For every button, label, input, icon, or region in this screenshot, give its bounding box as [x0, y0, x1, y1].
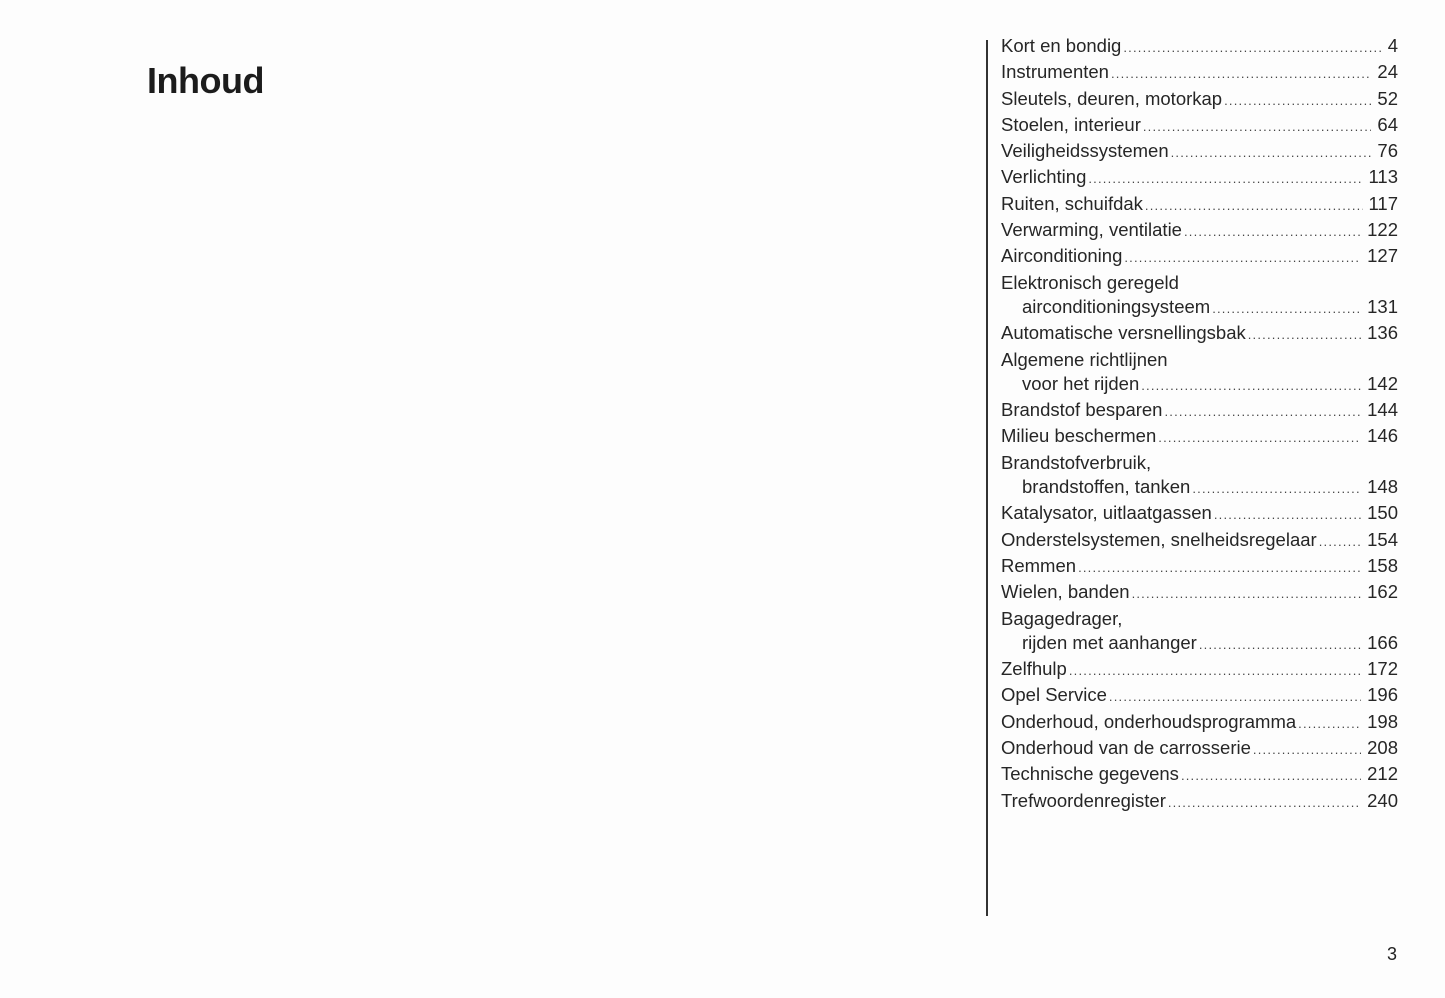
toc-entry-line: [1001, 165, 1398, 191]
toc-entry-first-line: [1001, 607, 1398, 631]
toc-entry-title: Airconditioning: [1001, 245, 1123, 267]
toc-leader-dots: [1253, 738, 1361, 762]
toc-leader-dots: [1088, 167, 1362, 191]
toc-entry-page: 166: [1367, 631, 1398, 653]
toc-entry-title: Brandstof besparen: [1001, 399, 1163, 421]
toc-leader-dots: [1078, 556, 1361, 580]
toc-entry-title: Trefwoordenregister: [1001, 789, 1166, 811]
toc-entry[interactable]: [1001, 113, 1398, 139]
toc-entry-page: 158: [1367, 554, 1398, 576]
toc-entry-title: Stoelen, interieur: [1001, 113, 1141, 135]
toc-entry[interactable]: [1001, 580, 1398, 606]
toc-entry-page: 212: [1367, 763, 1398, 785]
toc-leader-dots: [1164, 400, 1361, 424]
toc-leader-dots: [1123, 36, 1381, 60]
toc-entry-page: 208: [1367, 737, 1398, 759]
toc-entry-page: 148: [1367, 476, 1398, 498]
toc-entry-first-line: [1001, 348, 1398, 372]
toc-entry-title: Kort en bondig: [1001, 35, 1122, 56]
toc-entry-page: 113: [1368, 166, 1398, 188]
toc-entry-heading: Bagagedrager,: [1001, 607, 1123, 629]
toc-entry[interactable]: [1001, 271, 1398, 322]
toc-leader-dots: [1171, 141, 1372, 165]
toc-entry-title: Opel Service: [1001, 684, 1107, 706]
toc-entry[interactable]: [1001, 762, 1398, 788]
toc-entry-page: 136: [1367, 322, 1398, 344]
toc-entry-page: 146: [1367, 425, 1398, 447]
toc-entry-line: [1001, 554, 1398, 580]
toc-leader-dots: [1111, 62, 1371, 86]
toc-leader-dots: [1168, 791, 1361, 815]
page-number: 3: [1387, 944, 1398, 964]
toc-entry[interactable]: [1001, 736, 1398, 762]
toc-entry-title: Sleutels, deuren, motorkap: [1001, 87, 1223, 109]
toc-leader-dots: [1141, 374, 1361, 398]
toc-entry[interactable]: [1001, 657, 1398, 683]
toc-entry-title: Verwarming, ventilatie: [1001, 219, 1182, 241]
toc-entry-page: 172: [1367, 658, 1398, 680]
toc-entry-title: voor het rijden: [1022, 372, 1140, 394]
toc-entry-page: 122: [1367, 219, 1398, 241]
toc-entry-page: 117: [1368, 192, 1398, 214]
toc-entry-page: 64: [1377, 113, 1398, 135]
toc-entry-page: 4: [1387, 35, 1398, 56]
toc-entry-title: Verlichting: [1001, 166, 1087, 188]
toc-entry-page: 144: [1367, 399, 1398, 421]
toc-entry[interactable]: [1001, 321, 1398, 347]
toc-leader-dots: [1319, 530, 1361, 554]
toc-entry-line: [1001, 475, 1398, 501]
toc-entry-title: Automatische versnellingsbak: [1001, 322, 1246, 344]
toc-entry[interactable]: [1001, 554, 1398, 580]
toc-entry-line: [1001, 295, 1398, 321]
column-divider: [986, 40, 988, 916]
toc-entry-line: [1001, 789, 1398, 815]
toc-leader-dots: [1069, 659, 1361, 683]
toc-entry-page: 198: [1367, 710, 1398, 732]
toc-entry-heading: Brandstofverbruik,: [1001, 451, 1152, 473]
toc-entry[interactable]: [1001, 528, 1398, 554]
toc-entry-line: [1001, 528, 1398, 554]
toc-entry[interactable]: [1001, 789, 1398, 815]
toc-entry-page: 52: [1377, 87, 1398, 109]
toc-entry-line: [1001, 398, 1398, 424]
toc-entry-line: [1001, 218, 1398, 244]
toc-entry[interactable]: [1001, 87, 1398, 113]
toc-entry[interactable]: [1001, 60, 1398, 86]
toc-leader-dots: [1124, 246, 1361, 270]
toc-entry-line: [1001, 736, 1398, 762]
toc-leader-dots: [1132, 582, 1362, 606]
toc-leader-dots: [1143, 115, 1372, 139]
toc-entry-title: Ruiten, schuifdak: [1001, 192, 1143, 214]
toc-entry-title: Onderstelsystemen, snelheidsregelaar: [1001, 528, 1317, 550]
toc-leader-dots: [1199, 633, 1361, 657]
toc-entry-page: 240: [1367, 789, 1398, 811]
toc-entry-title: airconditioningsysteem: [1022, 295, 1211, 317]
toc-entry-line: [1001, 762, 1398, 788]
toc-entry[interactable]: [1001, 424, 1398, 450]
table-of-contents: [1001, 34, 1398, 815]
toc-entry-title: Onderhoud van de carrosserie: [1001, 737, 1251, 759]
toc-entry-page: 131: [1367, 295, 1398, 317]
toc-entry-title: Veiligheidssystemen: [1001, 140, 1169, 162]
toc-entry-line: [1001, 631, 1398, 657]
toc-leader-dots: [1158, 426, 1361, 450]
toc-entry[interactable]: [1001, 607, 1398, 658]
toc-entry-title: Katalysator, uitlaatgassen: [1001, 502, 1212, 524]
toc-leader-dots: [1145, 194, 1363, 218]
toc-entry-first-line: [1001, 271, 1398, 295]
toc-leader-dots: [1212, 297, 1361, 321]
toc-entry-title: Milieu beschermen: [1001, 425, 1157, 447]
toc-entry-line: [1001, 192, 1398, 218]
toc-entry[interactable]: [1001, 348, 1398, 399]
toc-entry-first-line: [1001, 451, 1398, 475]
toc-entry-line: [1001, 139, 1398, 165]
toc-entry-heading: Algemene richtlijnen: [1001, 348, 1168, 370]
toc-entry[interactable]: [1001, 34, 1398, 60]
toc-entry-line: [1001, 580, 1398, 606]
toc-leader-dots: [1224, 89, 1371, 113]
toc-entry-title: Technische gegevens: [1001, 763, 1179, 785]
toc-entry-title: Onderhoud, onderhoudsprogramma: [1001, 710, 1297, 732]
toc-entry[interactable]: [1001, 139, 1398, 165]
toc-entry-title: Wielen, banden: [1001, 581, 1130, 603]
toc-entry[interactable]: [1001, 165, 1398, 191]
toc-entry-page: 24: [1377, 61, 1398, 83]
toc-entry[interactable]: [1001, 451, 1398, 502]
page-title: Inhoud: [147, 60, 264, 102]
toc-entry-page: 196: [1367, 684, 1398, 706]
toc-entry[interactable]: [1001, 244, 1398, 270]
toc-entry[interactable]: [1001, 710, 1398, 736]
toc-entry-line: [1001, 87, 1398, 113]
toc-entry-title: Remmen: [1001, 554, 1077, 576]
toc-entry-line: [1001, 372, 1398, 398]
toc-leader-dots: [1214, 503, 1361, 527]
toc-entry-line: [1001, 657, 1398, 683]
toc-entry-line: [1001, 424, 1398, 450]
toc-entry-page: 154: [1367, 528, 1398, 550]
toc-entry[interactable]: [1001, 398, 1398, 424]
toc-leader-dots: [1298, 712, 1361, 736]
toc-entry-page: 142: [1367, 372, 1398, 394]
toc-entry-line: [1001, 501, 1398, 527]
toc-entry[interactable]: [1001, 192, 1398, 218]
toc-leader-dots: [1248, 323, 1361, 347]
toc-entry[interactable]: [1001, 218, 1398, 244]
toc-entry-title: Instrumenten: [1001, 61, 1109, 83]
toc-leader-dots: [1181, 764, 1361, 788]
toc-entry-title: rijden met aanhanger: [1022, 631, 1197, 653]
toc-entry-line: [1001, 683, 1398, 709]
toc-leader-dots: [1109, 685, 1361, 709]
toc-entry-line: [1001, 321, 1398, 347]
toc-leader-dots: [1192, 477, 1361, 501]
toc-entry[interactable]: [1001, 501, 1398, 527]
toc-entry-page: 127: [1367, 245, 1398, 267]
toc-entry-title: Zelfhulp: [1001, 658, 1067, 680]
toc-entry-title: brandstoffen, tanken: [1022, 476, 1191, 498]
toc-entry-line: [1001, 710, 1398, 736]
toc-entry-line: [1001, 34, 1398, 60]
toc-entry-line: [1001, 244, 1398, 270]
toc-entry-page: 150: [1367, 502, 1398, 524]
toc-entry[interactable]: [1001, 683, 1398, 709]
toc-entry-line: [1001, 113, 1398, 139]
toc-entry-page: 162: [1367, 581, 1398, 603]
toc-entry-heading: Elektronisch geregeld: [1001, 271, 1179, 293]
toc-entry-line: [1001, 60, 1398, 86]
toc-entry-page: 76: [1377, 140, 1398, 162]
toc-leader-dots: [1184, 220, 1361, 244]
